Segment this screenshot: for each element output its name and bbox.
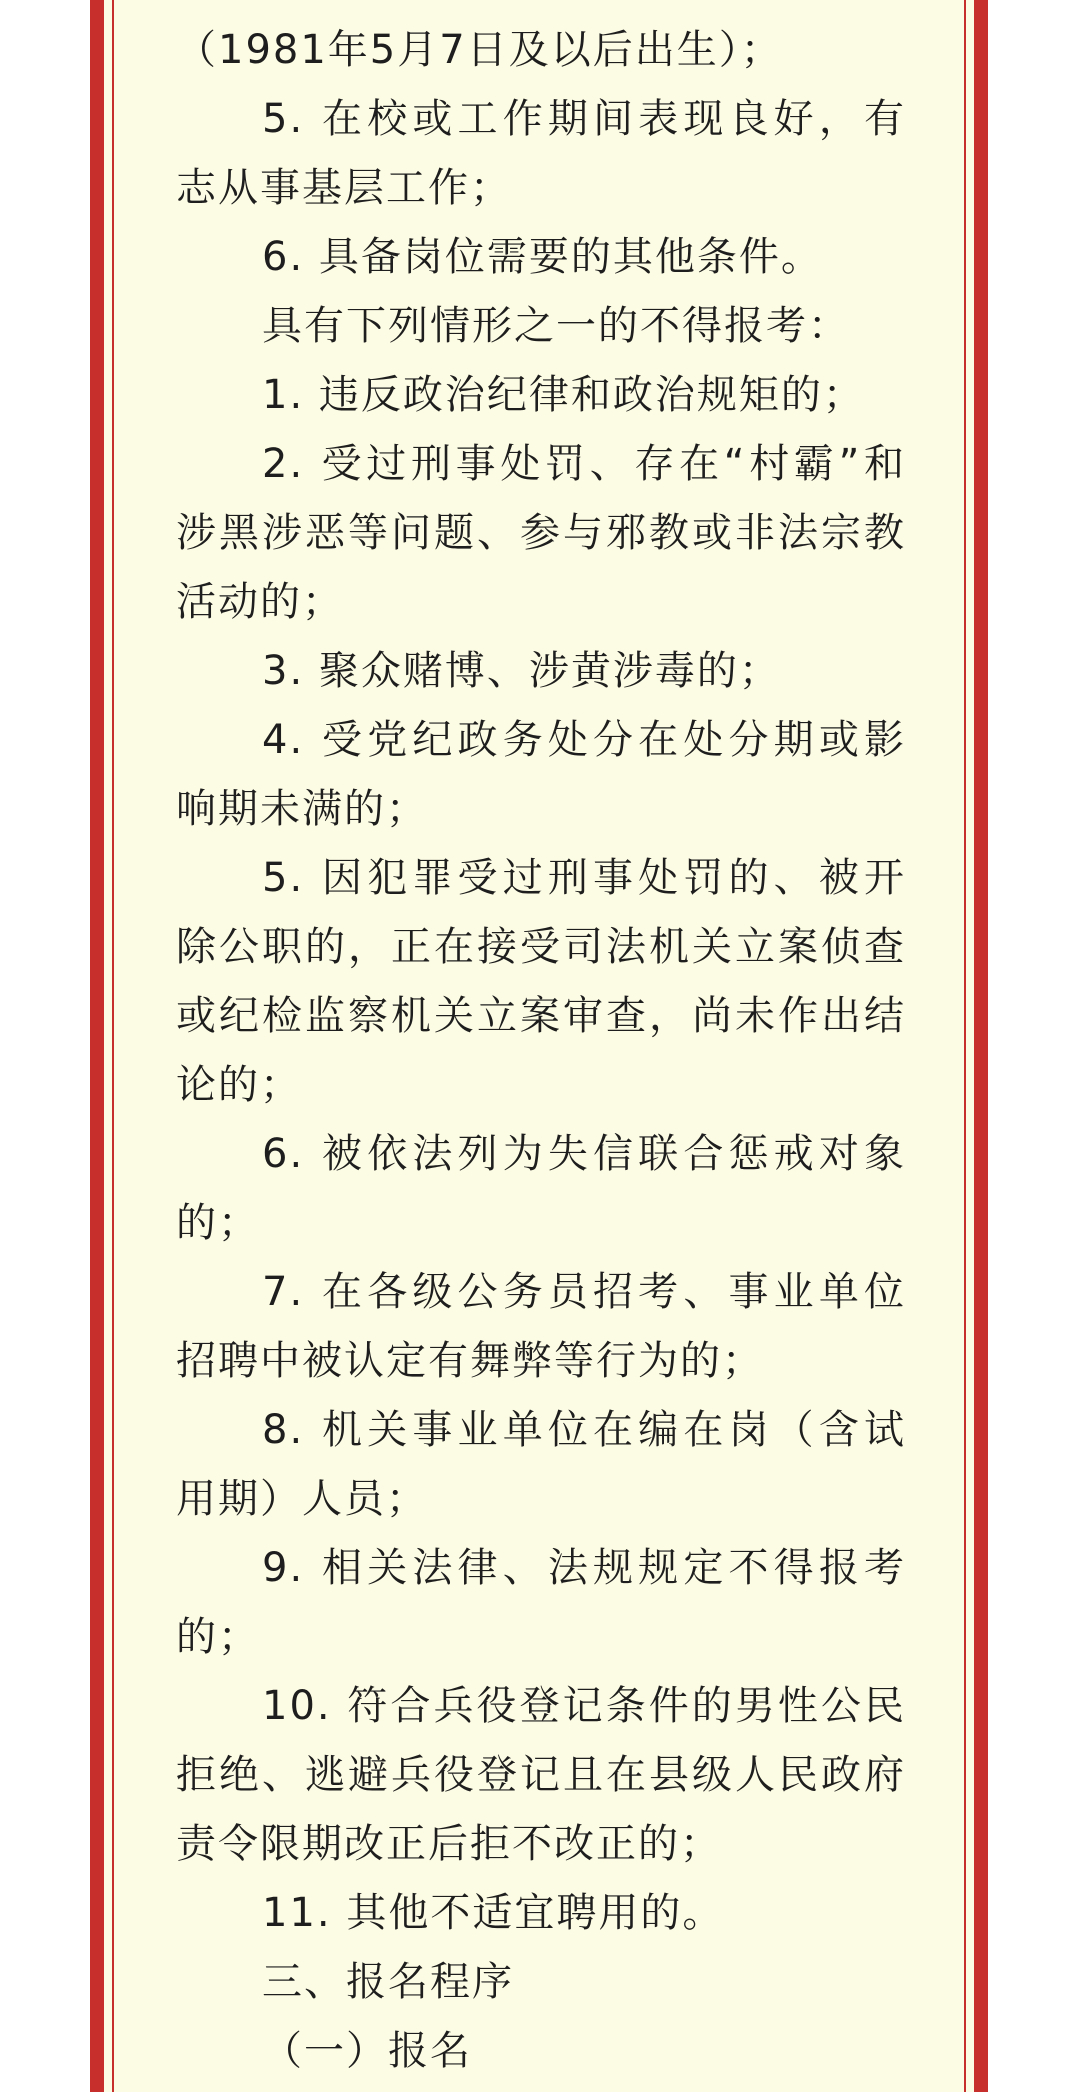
exclusion-4: 4. 受党纪政务处分在处分期或影响期未满的；: [176, 717, 906, 832]
condition-5: 5. 在校或工作期间表现良好，有志从事基层工作；: [176, 96, 906, 211]
exclusion-10: 10. 符合兵役登记条件的男性公民拒绝、逃避兵役登记且在县级人民政府责令限期改正后拒不改正的；: [176, 1683, 906, 1867]
exclusion-1: 1. 违反政治纪律和政治规矩的；: [262, 372, 865, 418]
exclusion-8: 8. 机关事业单位在编在岗（含试用期）人员；: [176, 1407, 906, 1522]
exclusion-5: 5. 因犯罪受过刑事处罚的、被开除公职的，正在接受司法机关立案侦查或纪检监察机关立案审查，尚未作出结论的；: [176, 855, 906, 1108]
exclusion-11: 11. 其他不适宜聘用的。: [262, 1890, 725, 1936]
condition-6: 6. 具备岗位需要的其他条件。: [262, 234, 823, 280]
subsection-heading-registration: （一）报名: [262, 2028, 472, 2074]
exclusion-9: 9. 相关法律、法规规定不得报考的；: [176, 1545, 906, 1660]
birthdate-condition: （1981年5月7日及以后出生）；: [176, 27, 783, 73]
exclusion-6: 6. 被依法列为失信联合惩戒对象的；: [176, 1131, 906, 1246]
exclusion-heading: 具有下列情形之一的不得报考：: [262, 303, 850, 349]
exclusion-7: 7. 在各级公务员招考、事业单位招聘中被认定有舞弊等行为的；: [176, 1269, 906, 1384]
exclusion-3: 3. 聚众赌博、涉黄涉毒的；: [262, 648, 781, 694]
section-heading-registration: 三、报名程序: [262, 1959, 514, 2005]
exclusion-2: 2. 受过刑事处罚、存在“村霸”和涉黑涉恶等问题、参与邪教或非法宗教活动的；: [176, 441, 906, 625]
article-body: [176, 16, 906, 2086]
